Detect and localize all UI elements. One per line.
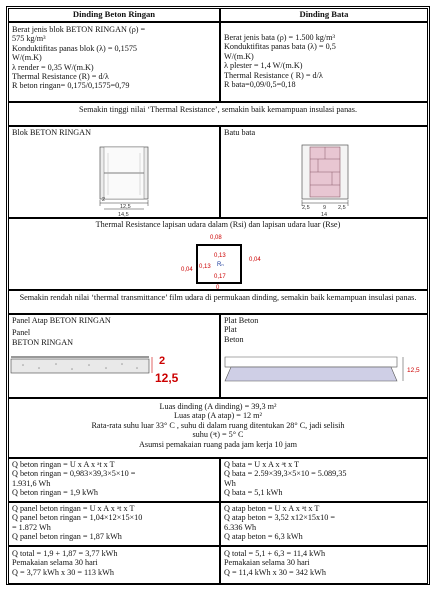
rs-diagram [9,231,428,289]
calc-line: Q bata = 2.59×39,3×5×10 = 5.089,35 [224,469,347,479]
calc-wall-beton [8,458,220,502]
figure-panel-atap [8,314,220,398]
figure-title: Panel Atap BETON RINGAN [12,316,111,325]
figure-title: Plat Beton [224,316,259,325]
figure-title: Batu bata [224,128,256,137]
assumptions [8,398,428,458]
total-line: Q = 3,77 kWh x 30 = 113 kWh [12,567,114,577]
plat-section-drawing [221,351,425,395]
prop-line: λ plester = 1,4 W/(m.K) [224,61,303,71]
figure-batu-bata [220,126,428,218]
rs-inner-top: 0,13 [214,253,226,259]
calc-line: Q atap beton = U x A x ᵃt x T [224,504,320,513]
roof-dim: 2 [159,355,166,367]
dim-label: 12,5 [120,204,131,210]
assumption-line: Asumsi pemakaian ruang pada jam kerja 10 jam [138,439,297,449]
prop-line: R bata=0,09/0,5=0,18 [224,80,296,90]
figure-blok-beton-ringan [8,126,220,218]
header-bata [220,8,428,22]
calc-line: Q bata = 5,1 kWh [224,488,283,498]
rs-right: 0,04 [249,257,261,263]
calc-line: 1.931,6 Wh [12,478,51,488]
figure-title: Blok BETON RINGAN [12,128,91,137]
calc-line: Q panel beton ringan = 1,04×12×15×10 [12,513,143,523]
prop-line: W/(m.K) [224,51,254,61]
prop-line: Thermal Resistance (R) = d/λ [12,72,109,82]
assumption-line: Rata-rata suhu luar 33° C , suhu di dalam ruang ditentukan 28° C, jadi selisih [91,420,345,430]
total-line: Q total = 1,9 + 1,87 = 3,77 kWh [12,549,118,558]
prop-line: Berat jenis bata (ρ) = 1.500 kg/m³ [224,33,335,42]
header-beton-ringan [8,8,220,22]
blok-section-drawing [12,139,217,217]
rs-inner-left: 0,13 [199,264,211,270]
dim-label: 9 [323,205,327,211]
note-thermal-transmittance [8,290,428,314]
rs-bottom: 0 [216,285,220,289]
prop-line: Berat jenis blok BETON RINGAN (ρ) = [12,25,146,34]
rs-top: 0,08 [210,235,222,241]
prop-line: Konduktifitas panas blok (λ) = 0,1575 [12,43,138,53]
total-line: Q total = 5,1 + 6,3 = 11,4 kWh [224,549,326,558]
dim-label: 14 [321,212,328,217]
panel-section-drawing [9,349,219,397]
calc-line: Wh [224,478,236,488]
calc-wall-bata [220,458,428,502]
rs-inner-bottom: 0,17 [214,274,226,280]
panel-label: Panel [12,328,31,338]
prop-line: λ render = 0,35 W/(m.K) [12,62,94,72]
dim-label: 2 [102,197,106,203]
calc-line: = 1.872 Wh [12,522,51,532]
dim-label: 2,5 [302,205,310,211]
prop-line: 575 kg/m³ [12,34,46,44]
figure-plat-beton [220,314,428,398]
assumption-line: Luas atap (A atap) = 12 m² [173,411,262,421]
total-line: Q = 11,4 kWh x 30 = 342 kWh [224,567,326,577]
assumption-line: suhu (ᵃt) = 5° C [192,430,244,440]
rs-caption: Thermal Resistance lapisan udara dalam (Rsi) dan lapisan udara luar (Rse) [95,220,341,229]
calc-line: Q bata = U x A x ᵃt x T [224,460,300,469]
calc-line: Q atap beton = 6,3 kWh [224,532,303,542]
plat-dim: 12,5 [407,367,420,374]
calc-line: Q panel beton ringan = U x A x ᵃt x T [12,504,135,513]
col2-title: Dinding Bata [299,9,349,19]
rs-section [8,218,428,290]
note-text: Semakin rendah nilai ‘thermal transmittance’ film udara di permukaan dinding, semakin baik kemampuan insulasi panas. [19,293,417,302]
dim-label: 14,5 [118,212,129,217]
total-line: Pemakaian selama 30 hari [224,558,310,568]
calc-line: Q panel beton ringan = 1,87 kWh [12,532,122,542]
prop-line: Thermal Resistance ( R) = d/λ [224,70,323,80]
calc-line: Q atap beton = 3,52 x12×15x10 = [224,513,335,523]
panel-label: BETON RINGAN [12,337,74,347]
props-bata [220,22,428,102]
rs-left: 0,04 [181,267,193,273]
note-text: Semakin tinggi nilai ‘Thermal Resistance’, semakin baik kemampuan insulasi panas. [78,105,358,114]
prop-line: R beton ringan= 0,175/0,1575=0,79 [12,81,130,91]
calc-roof-beton [220,502,428,546]
bata-section-drawing [224,139,424,217]
total-bata [220,546,428,584]
rs-inner-mid: Rₙ [217,262,224,268]
total-beton-ringan [8,546,220,584]
plat-label: Beton [224,334,244,344]
note-thermal-resistance [8,102,428,126]
prop-line: Konduktifitas panas bata (λ) = 0,5 [224,42,336,52]
col1-title: Dinding Beton Ringan [72,9,156,19]
calc-line: Q beton ringan = U x A x ᵃt x T [12,460,115,469]
calc-roof-panel [8,502,220,546]
calc-line: Q beton ringan = 1,9 kWh [12,488,99,498]
calc-line: 6.336 Wh [224,522,257,532]
calc-line: Q beton ringan = 0,983×39,3×5×10 = [12,469,136,479]
roof-dim: 12,5 [155,371,179,385]
assumption-line: Luas dinding (A dinding) = 39,3 m² [159,402,277,411]
total-line: Pemakaian selama 30 hari [12,558,98,568]
plat-label: Plat [224,325,237,335]
prop-line: W/(m.K) [12,53,42,63]
dim-label: 2,5 [338,205,346,211]
props-beton-ringan [8,22,220,102]
